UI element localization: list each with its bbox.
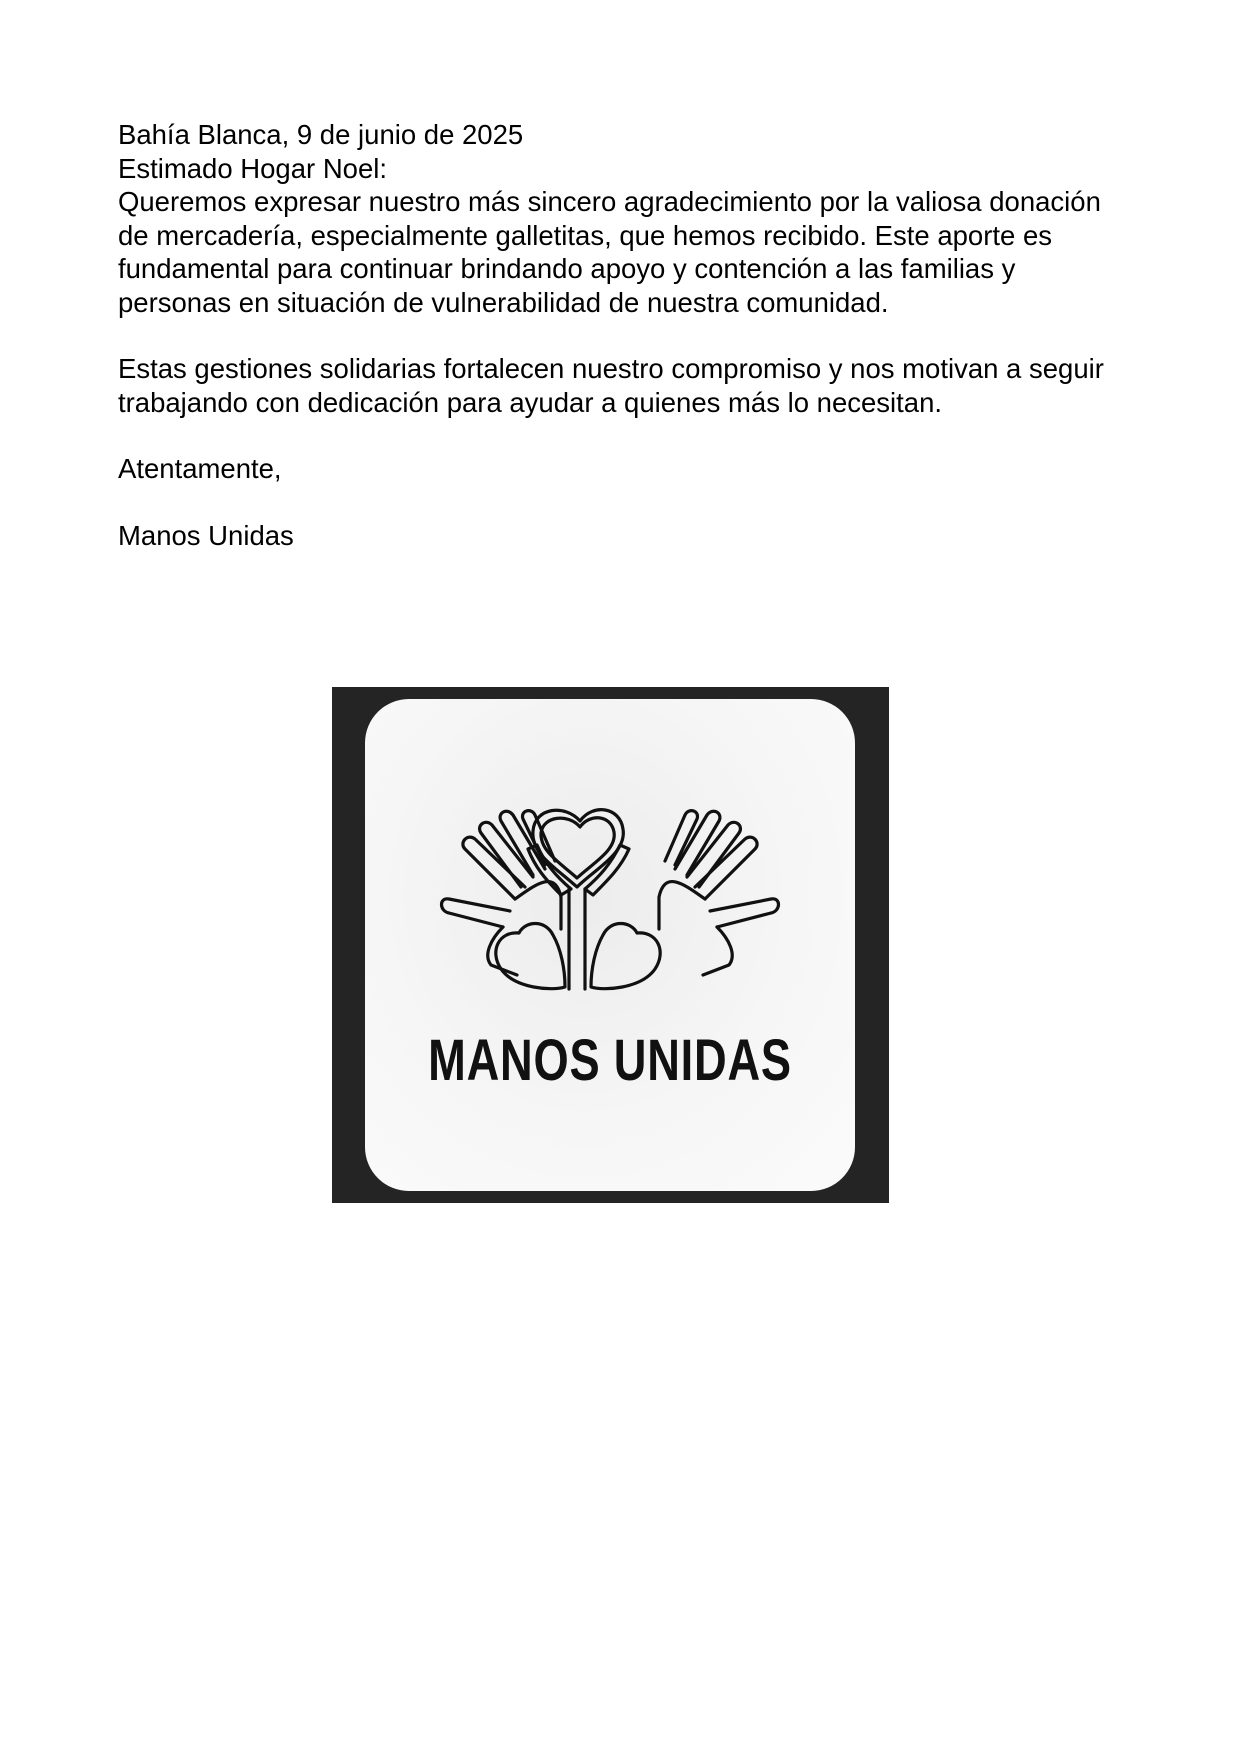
closing: Atentamente, <box>118 453 282 484</box>
letter-body <box>118 118 1128 552</box>
date-line: Bahía Blanca, 9 de junio de 2025 <box>118 119 524 150</box>
logo-card <box>365 699 855 1191</box>
signature: Manos Unidas <box>118 519 294 551</box>
hands-with-hearts-icon <box>365 699 855 1191</box>
greeting: Estimado Hogar Noel: <box>118 152 388 184</box>
logo-wordmark: MANOS UNIDAS <box>428 1028 792 1093</box>
logo-image <box>332 687 889 1203</box>
paragraph-2: Estas gestiones solidarias fortalecen nuestro compromiso y nos motivan a seguir trabajando con dedicación para ayudar a quienes más lo necesitan. <box>118 353 1104 418</box>
paragraph-1: Queremos expresar nuestro más sincero agradecimiento por la valiosa donación de mercadería, especialmente galletitas, que hemos recibido. Este aporte es fundamental para continuar brindando apoyo y contención a las familias y personas en situación de vulnerabilidad de nuestra comunidad. <box>118 186 1101 318</box>
